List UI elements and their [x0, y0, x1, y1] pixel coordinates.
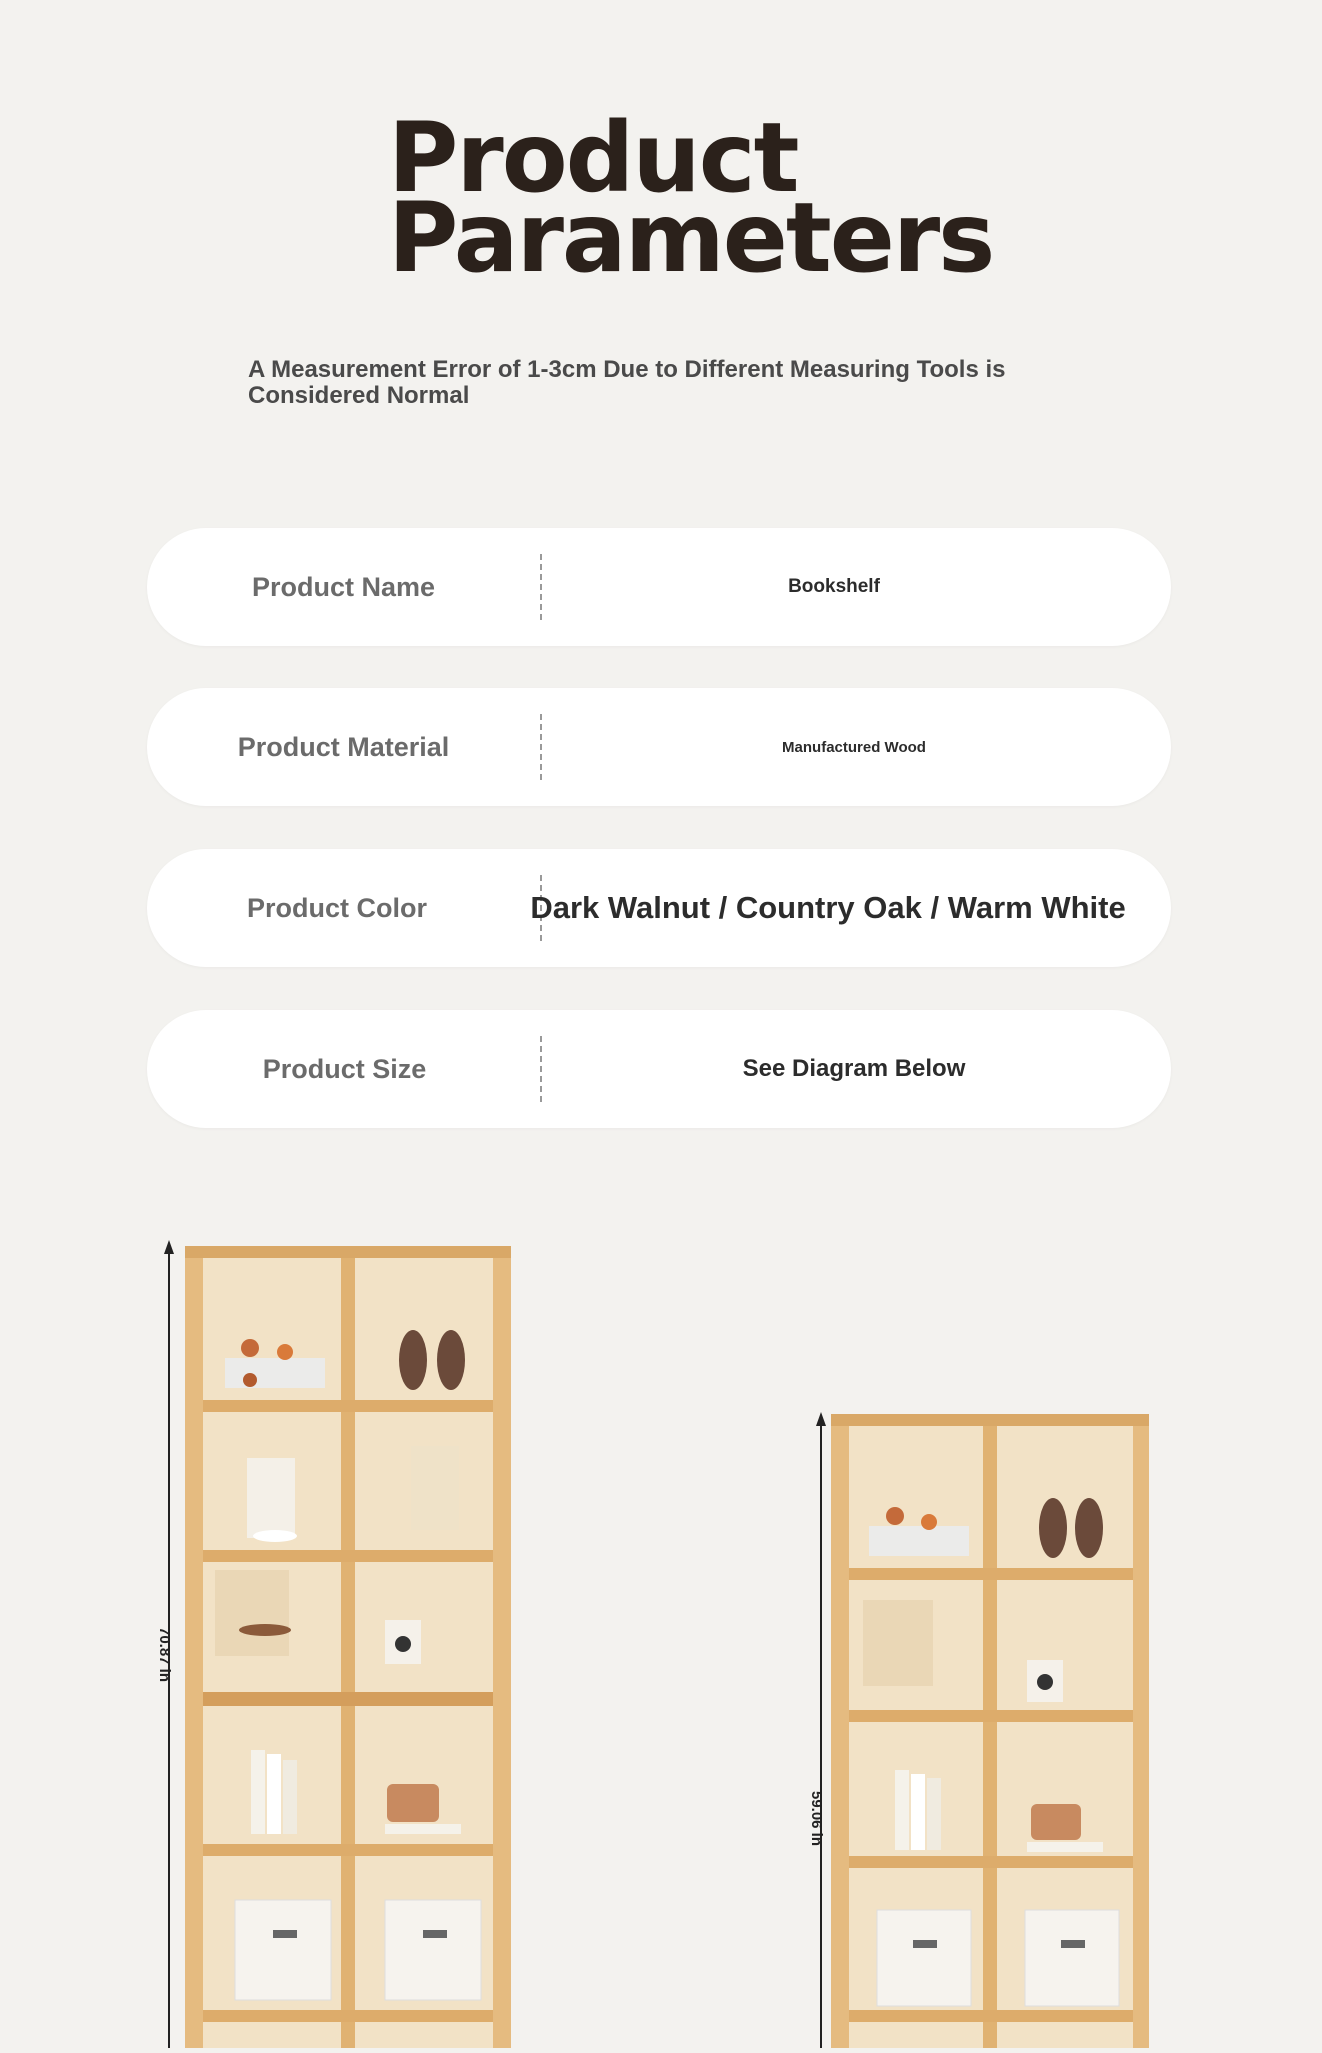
- tall-height-label: 70.87 in: [156, 1626, 174, 1683]
- title-line-1: Product: [388, 102, 798, 214]
- tall-bookshelf-diagram: [155, 1240, 535, 2048]
- param-value: See Diagram Below: [742, 1055, 966, 1082]
- title-line-2: Parameters: [388, 182, 994, 294]
- short-bookshelf-image: [805, 1410, 1165, 2048]
- param-row-material: [147, 688, 1171, 806]
- short-height-label: 59.06 in: [808, 1790, 826, 1847]
- param-row-size: [147, 1010, 1171, 1128]
- param-label: Product Material: [237, 731, 450, 762]
- page-title: [388, 102, 994, 294]
- divider: [540, 1036, 542, 1102]
- tall-bookshelf-image: [155, 1240, 535, 2048]
- param-label: Product Color: [247, 892, 427, 923]
- param-value: Bookshelf: [788, 576, 880, 597]
- param-label: Product Name: [251, 571, 436, 602]
- param-row-color: [147, 849, 1171, 967]
- param-value: Dark Walnut / Country Oak / Warm White: [530, 890, 1126, 925]
- measurement-note: A Measurement Error of 1-3cm Due to Different Measuring Tools is Considered Normal: [248, 356, 1006, 409]
- param-row-name: [147, 528, 1171, 646]
- short-bookshelf-diagram: [805, 1410, 1165, 2048]
- divider: [540, 714, 542, 780]
- param-label: Product Size: [262, 1053, 427, 1084]
- param-value: Manufactured Wood: [782, 738, 926, 756]
